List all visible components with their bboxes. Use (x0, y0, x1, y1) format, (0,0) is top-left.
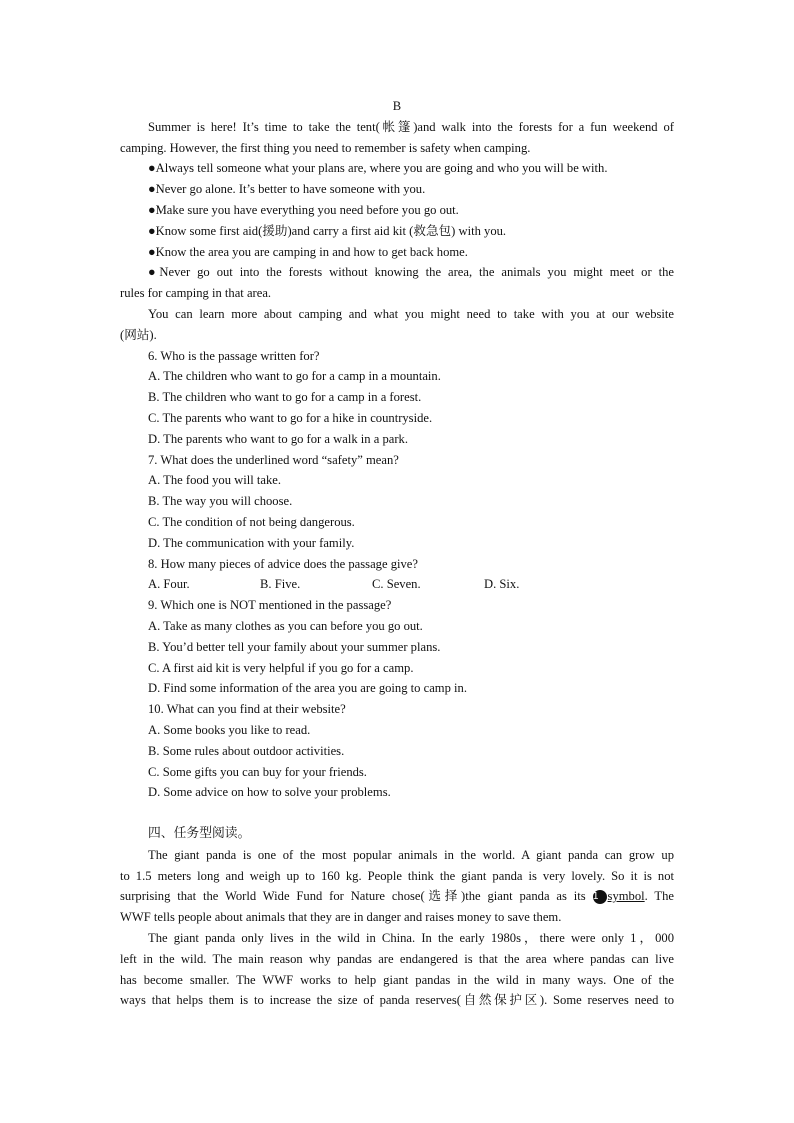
question-6-option-d: D. The parents who want to go for a walk in a park. (148, 431, 408, 446)
tip-1: ●Always tell someone what your plans are, where you are going and who you will be with. (148, 161, 608, 176)
question-8-option-d: D. Six. (484, 577, 520, 592)
question-7-option-c: C. The condition of not being dangerous. (148, 514, 355, 529)
panda-p2-line-3: has become smaller. The WWF works to help giant pandas in the wild in many ways. One of the (120, 972, 674, 987)
question-9-option-c: C. A first aid kit is very helpful if you go for a camp. (148, 660, 414, 675)
section-label: B (392, 99, 402, 113)
question-6-stem: 6. Who is the passage written for? (148, 348, 320, 363)
question-6-option-b: B. The children who want to go for a camp in a forest. (148, 390, 422, 405)
document-page (120, 96, 674, 1011)
question-7-stem: 7. What does the underlined word “safety” mean? (148, 452, 399, 467)
intro-line-2: camping. However, the first thing you need to remember is safety when camping. (120, 140, 531, 155)
symbol-underlined-word: symbol (607, 889, 645, 904)
question-8-options (120, 574, 674, 595)
question-7-option-b: B. The way you will choose. (148, 494, 293, 509)
question-8-option-b: B. Five. (260, 577, 301, 592)
question-9-stem: 9. Which one is NOT mentioned in the passage? (148, 598, 392, 613)
panda-p1-line-1: The giant panda is one of the most popular animals in the world. A giant panda can grow up (148, 847, 674, 862)
question-6-option-a: A. The children who want to go for a camp in a mountain. (148, 369, 441, 384)
closing-line-2: (网站). (120, 327, 157, 342)
section-spacer (120, 803, 674, 824)
panda-p1-line-4: WWF tells people about animals that they are in danger and raises money to save them. (120, 910, 562, 925)
tip-2: ●Never go alone. It’s better to have someone with you. (148, 182, 426, 197)
question-7-option-a: A. The food you will take. (148, 473, 282, 488)
intro-line-1: Summer is here! It’s time to take the tent(帐篷)and walk into the forests for a fun weekend of (148, 119, 674, 134)
closing-line-1: You can learn more about camping and what you might need to take with you at our website (148, 306, 674, 321)
circled-number-1-marker: 1 (593, 890, 607, 904)
question-8-option-a: A. Four. (148, 577, 190, 592)
panda-p1-line-3-text: surprising that the World Wide Fund for Nature chose(选择)the giant panda as its (120, 889, 593, 904)
panda-p1-line-2: to 1.5 meters long and weigh up to 160 kg. People think the giant panda is very lovely. So it is not (120, 868, 674, 883)
question-10-option-a: A. Some books you like to read. (148, 722, 311, 737)
panda-p1-line-3 (120, 886, 674, 907)
panda-p2-line-1: The giant panda only lives in the wild in China. In the early 1980s，there were only 1，000 (148, 931, 674, 946)
tip-6-line-2: rules for camping in that area. (120, 286, 272, 301)
panda-p2-line-2: left in the wild. The main reason why pandas are endangered is that the area where pandas can live (120, 951, 674, 966)
question-9-option-a: A. Take as many clothes as you can before you go out. (148, 618, 423, 633)
panda-p1-line-3-tail: . The (644, 889, 674, 904)
question-10-option-c: C. Some gifts you can buy for your friends. (148, 764, 367, 779)
panda-p2-line-4: ways that helps them is to increase the size of panda reserves(自然保护区). Some reserves need to (120, 993, 674, 1008)
question-8-option-c: C. Seven. (372, 577, 421, 592)
tip-4: ●Know some first aid(援助)and carry a first aid kit (救急包) with you. (148, 223, 507, 238)
question-10-option-d: D. Some advice on how to solve your problems. (148, 785, 391, 800)
question-10-stem: 10. What can you find at their website? (148, 702, 346, 717)
question-6-option-c: C. The parents who want to go for a hike in countryside. (148, 410, 433, 425)
tip-6-line-1: ●Never go out into the forests without knowing the area, the animals you might meet or the (148, 265, 674, 280)
tip-5: ●Know the area you are camping in and how to get back home. (148, 244, 468, 259)
question-8-stem: 8. How many pieces of advice does the passage give? (148, 556, 418, 571)
part-4-heading: 四、任务型阅读。 (148, 826, 251, 842)
question-7-option-d: D. The communication with your family. (148, 535, 355, 550)
question-10-option-b: B. Some rules about outdoor activities. (148, 743, 345, 758)
tip-3: ●Make sure you have everything you need before you go out. (148, 202, 459, 217)
question-9-option-d: D. Find some information of the area you are going to camp in. (148, 681, 467, 696)
question-9-option-b: B. You’d better tell your family about your summer plans. (148, 639, 441, 654)
